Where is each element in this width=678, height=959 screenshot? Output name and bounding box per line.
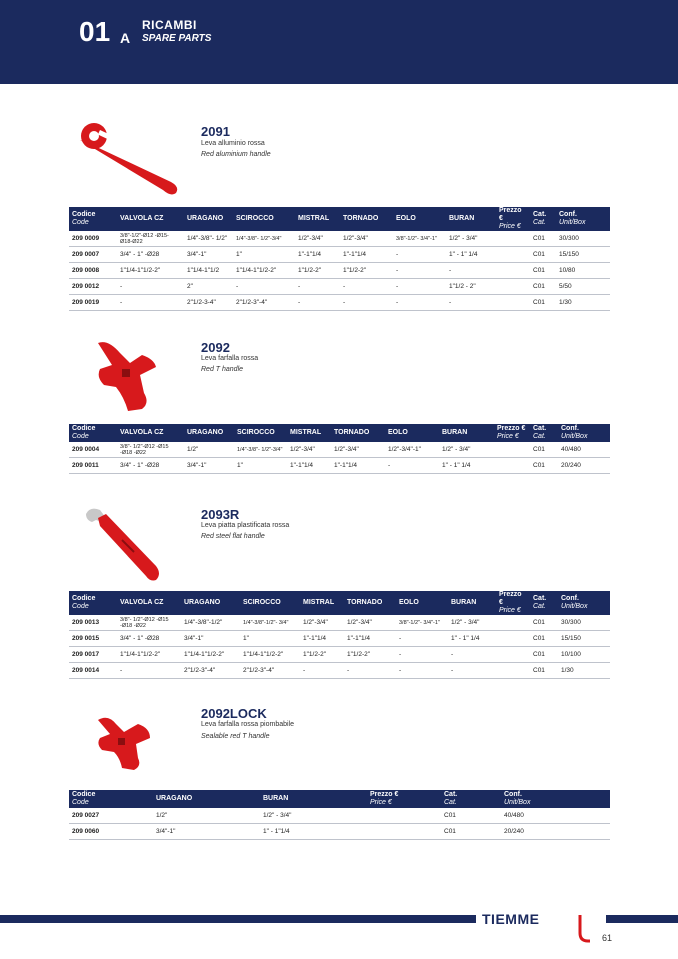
chapter-title: RICAMBI xyxy=(142,18,197,32)
table-row xyxy=(69,247,610,263)
table-cell: 1/2"-3/4" xyxy=(300,615,344,631)
column-header xyxy=(331,424,385,442)
column-header xyxy=(234,424,287,442)
column-header-label: BURAN xyxy=(263,795,289,802)
column-header xyxy=(385,424,439,442)
table-cell: 1"-1"1/4 xyxy=(344,631,396,647)
chapter-number: 01 xyxy=(79,16,111,47)
product-code: 2092 xyxy=(201,340,230,355)
table-cell: C01 xyxy=(530,631,558,647)
table-cell: - xyxy=(117,279,184,295)
column-header xyxy=(300,591,344,615)
article-code-cell: 209 0009 xyxy=(69,231,117,247)
column-header xyxy=(69,790,153,808)
sealable-red-t-handle-image xyxy=(94,712,156,772)
table-cell: 1"1/4-1"1/2-2" xyxy=(117,647,181,663)
table-cell: 1" - 1"1/4 xyxy=(260,824,367,840)
column-header-label-en: Code xyxy=(72,603,89,610)
column-header-label-en: Cat. xyxy=(444,799,457,806)
table-row xyxy=(69,279,610,295)
table-cell: 2"1/2-3"-4" xyxy=(233,295,295,311)
column-header-label: Cat. xyxy=(533,425,547,432)
table-cell: - xyxy=(233,279,295,295)
table-cell: C01 xyxy=(530,263,556,279)
column-header-label: VALVOLA CZ xyxy=(120,215,164,222)
product-description-en: Red steel flat handle xyxy=(201,533,265,540)
table-cell: C01 xyxy=(441,808,501,824)
table-header-row xyxy=(69,424,610,442)
table-cell: 1"1/4-1"1/2-2" xyxy=(233,263,295,279)
table-cell: 1" - 1" 1/4 xyxy=(439,458,494,474)
table-cell: 1"1/4-1"1/2-2" xyxy=(181,647,240,663)
column-header xyxy=(295,207,340,231)
table-cell: 1"1/4-1"1/2-2" xyxy=(240,647,300,663)
column-header xyxy=(240,591,300,615)
column-header xyxy=(233,207,295,231)
column-header xyxy=(530,424,558,442)
table-cell: - xyxy=(117,663,181,679)
product-description-en: Red T handle xyxy=(201,366,244,373)
table-cell xyxy=(496,231,530,247)
column-header-label-en: Unit/Box xyxy=(504,799,531,806)
table-cell: C01 xyxy=(530,647,558,663)
column-header-label: SCIROCCO xyxy=(237,429,275,436)
table-cell: 1/4"-3/8"-1/2" xyxy=(181,615,240,631)
table-cell: - xyxy=(340,295,393,311)
table-cell: 3/4" - 1" -Ø28 xyxy=(117,631,181,647)
product-code: 2092LOCK xyxy=(201,706,267,721)
table-row xyxy=(69,824,610,840)
column-header-label: Cat. xyxy=(533,211,547,218)
table-cell: 3/8"-1/2"- 3/4"-1" xyxy=(396,615,448,631)
column-header xyxy=(439,424,494,442)
table-row xyxy=(69,231,610,247)
table-cell: C01 xyxy=(530,231,556,247)
column-header xyxy=(496,591,530,615)
table-cell: 3/4"-1" xyxy=(181,631,240,647)
table-cell: 30/300 xyxy=(556,231,610,247)
column-header-label: MISTRAL xyxy=(303,599,335,606)
column-header xyxy=(558,424,610,442)
table-cell: 10/80 xyxy=(556,263,610,279)
table-row xyxy=(69,263,610,279)
table-cell: 1/4"-3/8"-1/2"- 3/4" xyxy=(240,615,300,631)
table-cell: 5/50 xyxy=(556,279,610,295)
column-header xyxy=(69,207,117,231)
table-cell: - xyxy=(393,295,446,311)
table-cell: - xyxy=(446,295,496,311)
table-cell: 3/8"- 1/2"-Ø12 -Ø15 -Ø18 -Ø22 xyxy=(117,442,184,458)
table-cell: 2" xyxy=(184,279,233,295)
table-row xyxy=(69,663,610,679)
column-header xyxy=(441,790,501,808)
table-cell: - xyxy=(393,279,446,295)
table-cell: 1/2" - 3/4" xyxy=(446,231,496,247)
table-row xyxy=(69,808,610,824)
table-cell: 1" - 1" 1/4 xyxy=(448,631,496,647)
brand-name: TIEMME xyxy=(482,911,540,927)
table-cell: - xyxy=(295,279,340,295)
column-header xyxy=(556,207,610,231)
column-header-label: TORNADO xyxy=(347,599,383,606)
table-cell: 1"1/4-1"1/2-2" xyxy=(117,263,184,279)
table-cell: 1/2"-3/4" xyxy=(331,442,385,458)
column-header-label: Prezzo € xyxy=(497,425,526,432)
product-code: 2093R xyxy=(201,507,240,522)
table-cell: - xyxy=(448,663,496,679)
table-cell: 1/2" xyxy=(184,442,234,458)
table-row xyxy=(69,647,610,663)
table-cell: 3/4" - 1" -Ø28 xyxy=(117,247,184,263)
column-header-label-en: Cat. xyxy=(533,433,546,440)
column-header-label: MISTRAL xyxy=(298,215,330,222)
table-cell: 20/240 xyxy=(501,824,610,840)
article-code-cell: 209 0017 xyxy=(69,647,117,663)
table-cell: 1"-1"1/4 xyxy=(300,631,344,647)
column-header xyxy=(287,424,331,442)
product-description: Leva farfalla rossa xyxy=(201,355,259,362)
column-header-label: URAGANO xyxy=(187,215,224,222)
table-cell: - xyxy=(300,663,344,679)
column-header xyxy=(530,207,556,231)
table-cell: - xyxy=(446,263,496,279)
column-header xyxy=(260,790,367,808)
red-aluminium-handle-image xyxy=(76,120,186,196)
table-cell: 1/4"-3/8"- 1/2"-3/4" xyxy=(233,231,295,247)
table-cell: C01 xyxy=(530,663,558,679)
column-header-label: VALVOLA CZ xyxy=(120,429,164,436)
table-cell: - xyxy=(340,279,393,295)
table-row xyxy=(69,615,610,631)
column-header-label: TORNADO xyxy=(343,215,379,222)
table-cell xyxy=(496,663,530,679)
column-header-label-en: Price € xyxy=(370,799,392,806)
table-cell: C01 xyxy=(530,295,556,311)
table-row xyxy=(69,295,610,311)
table-cell: 1" xyxy=(240,631,300,647)
table-cell: - xyxy=(448,647,496,663)
column-header-label: SCIROCCO xyxy=(236,215,274,222)
table-cell: 3/8"-1/2"-Ø12 -Ø15-Ø18-Ø22 xyxy=(117,231,184,247)
column-header-label: Cat. xyxy=(533,595,547,602)
column-header xyxy=(117,591,181,615)
table-cell: - xyxy=(396,647,448,663)
table-cell: - xyxy=(385,458,439,474)
product-description-en: Red aluminium handle xyxy=(201,151,271,158)
column-header-label: URAGANO xyxy=(156,795,193,802)
table-cell: 1"1/2-2" xyxy=(340,263,393,279)
table-cell: 2"1/2-3-4" xyxy=(184,295,233,311)
column-header-label: SCIROCCO xyxy=(243,599,281,606)
table-cell: 3/4" - 1" -Ø28 xyxy=(117,458,184,474)
column-header-label: VALVOLA CZ xyxy=(120,599,164,606)
article-code-cell: 209 0014 xyxy=(69,663,117,679)
table-cell: - xyxy=(295,295,340,311)
table-cell: C01 xyxy=(441,824,501,840)
product-table xyxy=(69,424,610,474)
product-code: 2091 xyxy=(201,124,230,139)
column-header xyxy=(69,424,117,442)
column-header-label: BURAN xyxy=(442,429,468,436)
column-header-label-en: Unit/Box xyxy=(561,603,588,610)
article-code-cell: 209 0012 xyxy=(69,279,117,295)
product-table xyxy=(69,790,610,840)
product-description: Leva farfalla rossa piombabile xyxy=(201,721,294,728)
article-code-cell: 209 0027 xyxy=(69,808,153,824)
article-code-cell: 209 0008 xyxy=(69,263,117,279)
table-cell: - xyxy=(344,663,396,679)
table-cell: 1"1/4-1"1/2 xyxy=(184,263,233,279)
column-header-label: Conf. xyxy=(559,211,577,218)
column-header xyxy=(181,591,240,615)
table-cell: 15/150 xyxy=(558,631,610,647)
table-row xyxy=(69,458,610,474)
table-cell: 1"-1"1/4 xyxy=(331,458,385,474)
table-cell: 1/2"-3/4" xyxy=(340,231,393,247)
table-cell: 10/100 xyxy=(558,647,610,663)
table-cell xyxy=(496,631,530,647)
table-cell: C01 xyxy=(530,442,558,458)
column-header xyxy=(494,424,530,442)
table-cell: C01 xyxy=(530,615,558,631)
column-header-label-en: Unit/Box xyxy=(559,219,586,226)
table-row xyxy=(69,442,610,458)
column-header-label: EOLO xyxy=(399,599,419,606)
column-header xyxy=(344,591,396,615)
column-header xyxy=(117,424,184,442)
table-cell: 1" - 1" 1/4 xyxy=(446,247,496,263)
table-cell xyxy=(496,615,530,631)
table-cell: 1"1/2 - 2" xyxy=(446,279,496,295)
column-header-label: Conf. xyxy=(561,595,579,602)
table-cell: 15/150 xyxy=(556,247,610,263)
table-cell: 1/2" - 3/4" xyxy=(448,615,496,631)
table-cell: 30/300 xyxy=(558,615,610,631)
column-header-label: Prezzo € xyxy=(499,207,522,222)
table-cell: 3/4"-1" xyxy=(153,824,260,840)
column-header xyxy=(184,207,233,231)
table-cell xyxy=(496,247,530,263)
table-cell: 1/4"-3/8"- 1/2"-3/4" xyxy=(234,442,287,458)
column-header-label-en: Code xyxy=(72,799,89,806)
column-header-label-en: Price € xyxy=(497,433,519,440)
product-description: Leva alluminio rossa xyxy=(201,140,265,147)
table-cell: 1/4"-3/8"- 1/2" xyxy=(184,231,233,247)
column-header xyxy=(448,591,496,615)
table-cell: 2"1/2-3"-4" xyxy=(240,663,300,679)
column-header-label: Codice xyxy=(72,425,96,432)
column-header-label: BURAN xyxy=(449,215,475,222)
brand-hook-icon xyxy=(578,915,590,943)
article-code-cell: 209 0004 xyxy=(69,442,117,458)
column-header xyxy=(530,591,558,615)
table-cell: 1"1/2-2" xyxy=(295,263,340,279)
table-cell xyxy=(367,824,441,840)
table-cell: 3/4"-1" xyxy=(184,458,234,474)
column-header xyxy=(153,790,260,808)
table-row xyxy=(69,631,610,647)
column-header-label-en: Price € xyxy=(499,607,521,614)
column-header xyxy=(396,591,448,615)
table-header-row xyxy=(69,207,610,231)
table-cell: 1"-1"1/4 xyxy=(295,247,340,263)
table-cell: 2"1/2-3"-4" xyxy=(181,663,240,679)
table-cell: 40/480 xyxy=(501,808,610,824)
column-header-label: EOLO xyxy=(396,215,416,222)
page-header xyxy=(0,0,678,84)
table-cell: C01 xyxy=(530,458,558,474)
column-header xyxy=(496,207,530,231)
column-header-label: URAGANO xyxy=(184,599,221,606)
column-header xyxy=(558,591,610,615)
table-cell: 1/2"-3/4" xyxy=(287,442,331,458)
table-cell: 1" xyxy=(234,458,287,474)
table-cell: 1/30 xyxy=(558,663,610,679)
table-cell xyxy=(496,295,530,311)
article-code-cell: 209 0015 xyxy=(69,631,117,647)
table-cell: - xyxy=(396,663,448,679)
red-t-handle-image xyxy=(94,337,164,417)
table-cell: 1"-1"1/4 xyxy=(340,247,393,263)
page-number: 61 xyxy=(602,933,613,943)
article-code-cell: 209 0060 xyxy=(69,824,153,840)
table-cell xyxy=(494,442,530,458)
column-header xyxy=(117,207,184,231)
column-header-label: URAGANO xyxy=(187,429,224,436)
table-cell: 1/2" xyxy=(153,808,260,824)
column-header xyxy=(501,790,610,808)
table-cell xyxy=(496,279,530,295)
column-header-label-en: Code xyxy=(72,219,89,226)
table-cell: 1/30 xyxy=(556,295,610,311)
table-cell xyxy=(494,458,530,474)
table-cell: 40/480 xyxy=(558,442,610,458)
table-cell xyxy=(367,808,441,824)
table-cell xyxy=(496,263,530,279)
column-header-label-en: Unit/Box xyxy=(561,433,588,440)
table-cell: 1/2" - 3/4" xyxy=(260,808,367,824)
table-cell: - xyxy=(393,247,446,263)
table-cell: 3/8"-1/2"- 3/4"-1" xyxy=(393,231,446,247)
column-header-label: Conf. xyxy=(504,791,522,798)
article-code-cell: 209 0013 xyxy=(69,615,117,631)
column-header-label-en: Code xyxy=(72,433,89,440)
table-cell: - xyxy=(396,631,448,647)
column-header-label: BURAN xyxy=(451,599,477,606)
table-header-row xyxy=(69,591,610,615)
product-table xyxy=(69,591,610,679)
table-cell: - xyxy=(117,295,184,311)
article-code-cell: 209 0011 xyxy=(69,458,117,474)
column-header-label: Prezzo € xyxy=(370,791,399,798)
table-cell: 1" xyxy=(233,247,295,263)
red-flat-handle-image xyxy=(82,504,164,584)
column-header-label: EOLO xyxy=(388,429,408,436)
column-header-label: Codice xyxy=(72,211,96,218)
column-header-label: Conf. xyxy=(561,425,579,432)
column-header xyxy=(340,207,393,231)
column-header-label-en: Cat. xyxy=(533,603,546,610)
chapter-letter: A xyxy=(120,30,131,46)
column-header xyxy=(393,207,446,231)
table-cell: C01 xyxy=(530,247,556,263)
column-header xyxy=(69,591,117,615)
column-header-label: TORNADO xyxy=(334,429,370,436)
table-cell: 1/2"-3/4" xyxy=(295,231,340,247)
table-cell: 3/8"- 1/2"-Ø12 -Ø15 -Ø18 -Ø22 xyxy=(117,615,181,631)
article-code-cell: 209 0007 xyxy=(69,247,117,263)
column-header-label: Codice xyxy=(72,791,96,798)
column-header xyxy=(184,424,234,442)
column-header-label: Codice xyxy=(72,595,96,602)
product-description-en: Sealable red T handle xyxy=(201,733,270,740)
column-header xyxy=(446,207,496,231)
column-header-label: Prezzo € xyxy=(499,591,522,606)
chapter-subtitle: SPARE PARTS xyxy=(142,33,212,44)
table-cell: 1/2" - 3/4" xyxy=(439,442,494,458)
table-header-row xyxy=(69,790,610,808)
table-cell: 1/2"-3/4" xyxy=(344,615,396,631)
table-cell: - xyxy=(393,263,446,279)
column-header-label-en: Cat. xyxy=(533,219,546,226)
table-cell: 1"1/2-2" xyxy=(300,647,344,663)
column-header-label: Cat. xyxy=(444,791,458,798)
table-cell: 1"-1"1/4 xyxy=(287,458,331,474)
table-cell xyxy=(496,647,530,663)
column-header xyxy=(367,790,441,808)
table-cell: C01 xyxy=(530,279,556,295)
table-cell: 3/4"-1" xyxy=(184,247,233,263)
article-code-cell: 209 0019 xyxy=(69,295,117,311)
product-description: Leva piatta plastificata rossa xyxy=(201,522,290,529)
table-cell: 1"1/2-2" xyxy=(344,647,396,663)
product-table xyxy=(69,207,610,311)
table-cell: 1/2"-3/4"-1" xyxy=(385,442,439,458)
column-header-label-en: Price € xyxy=(499,223,521,230)
table-cell: 20/240 xyxy=(558,458,610,474)
column-header-label: MISTRAL xyxy=(290,429,322,436)
